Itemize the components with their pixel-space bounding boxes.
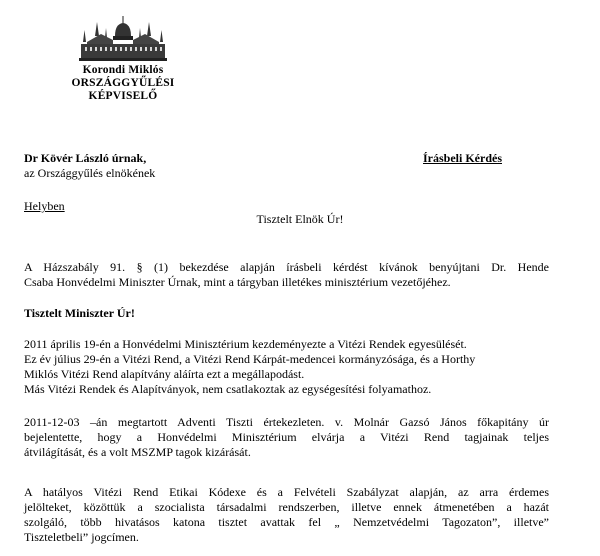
parliament-building-icon bbox=[77, 14, 169, 64]
document-type: Írásbeli Kérdés bbox=[423, 151, 502, 165]
letterhead-title-line1: ORSZÁGGYŰLÉSI bbox=[71, 77, 175, 89]
paragraph-line: Más Vitézi Rendek és Alapítványok, nem csatlakoztak az egységesítési folyamathoz. bbox=[24, 382, 432, 396]
letterhead-title-line2: KÉPVISELŐ bbox=[88, 90, 158, 102]
paragraph-code-of-ethics bbox=[24, 485, 549, 545]
paragraph-line: Csaba Honvédelmi Miniszter Úrnak, mint a tárgyban illetékes minisztérium vezetőjéhez. bbox=[24, 275, 451, 289]
addressee-name: Dr Kövér László úrnak, bbox=[24, 151, 147, 165]
letterhead bbox=[48, 14, 198, 103]
paragraph-line: jelölteket, közöttük a szocialista társadalmi rendszerben, illetve ennek átmenetében a hazát bbox=[24, 500, 549, 514]
location-label: Helyben bbox=[24, 199, 65, 213]
paragraph-intro bbox=[24, 260, 549, 290]
letterhead-name: Korondi Miklós bbox=[82, 64, 164, 76]
paragraph-line: Ez év július 29-én a Vitézi Rend, a Vitézi Rend Kárpát-medencei kormányzósága, és a Horthy bbox=[24, 352, 476, 366]
salutation: Tisztelt Elnök Úr! bbox=[256, 212, 344, 226]
paragraph-line: Tiszteletbeli” jogcímen. bbox=[24, 530, 139, 544]
paragraph-line: átvilágítását, és a volt MSZMP tagok kizárását. bbox=[24, 445, 251, 459]
paragraph-line: 2011-12-03 –án megtartott Adventi Tiszti értekezleten. v. Molnár Gazsó János főkapitány úr bbox=[24, 415, 549, 429]
addressee-role: az Országgyűlés elnökének bbox=[24, 166, 156, 180]
paragraph-line: A hatályos Vitézi Rend Etikai Kódexe és a Felvételi Szabályzat alapján, az arra érdemes bbox=[24, 485, 549, 499]
paragraph-announcement bbox=[24, 415, 549, 460]
addressee-block bbox=[24, 151, 155, 181]
paragraph-minister-salutation: Tisztelt Miniszter Úr! bbox=[24, 306, 135, 320]
paragraph-line: bejelentette, hogy a Honvédelmi Minisztérium elvárja a Vitézi Rend tagjainak teljes bbox=[24, 430, 549, 444]
paragraph-history bbox=[24, 337, 549, 397]
paragraph-line: Miklós Vitézi Rend alapítvány aláírta ezt a megállapodást. bbox=[24, 367, 305, 381]
paragraph-line: szolgáló, több hivatásos katona tisztet avattak fel „ Nemzetvédelmi Tagozaton”, illetve” bbox=[24, 515, 549, 529]
paragraph-line: 2011 április 19-én a Honvédelmi Minisztérium kezdeményezte a Vitézi Rendek egyesülését. bbox=[24, 337, 467, 351]
paragraph-line: A Házszabály 91. § (1) bekezdése alapján írásbeli kérdést kívánok benyújtani Dr. Hende bbox=[24, 260, 549, 274]
